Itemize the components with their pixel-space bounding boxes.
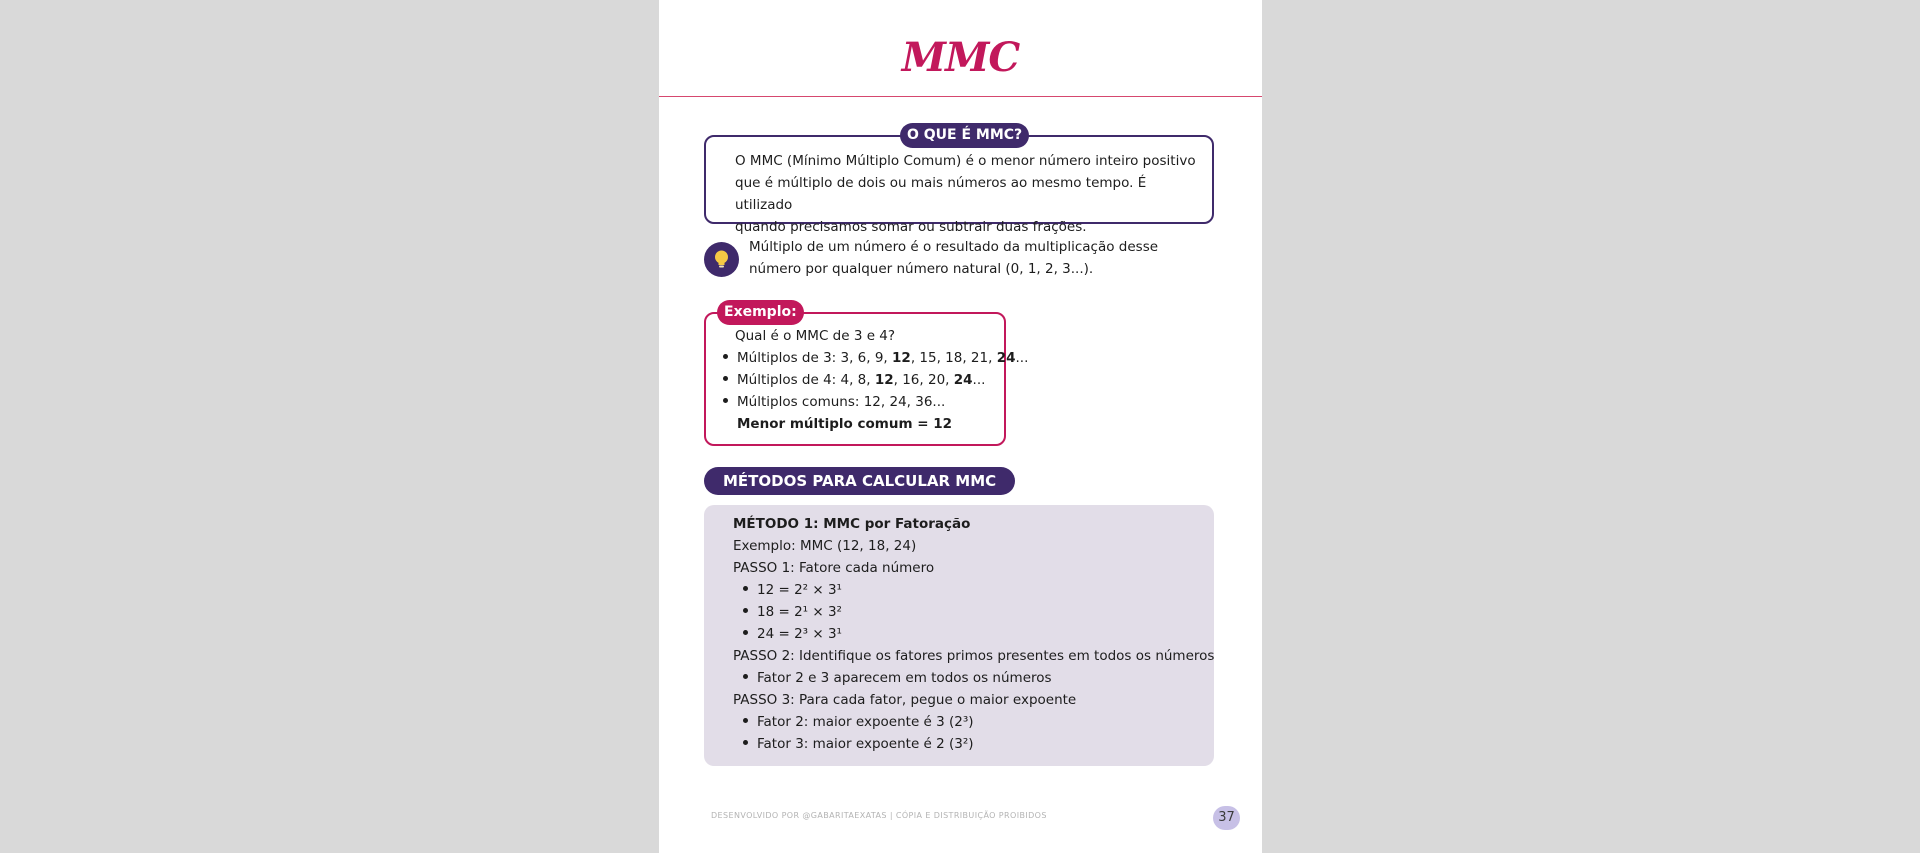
bullet <box>743 586 748 591</box>
definition-line: quando precisamos somar ou subtrair duas frações. <box>735 219 1087 235</box>
definition-line: O MMC (Mínimo Múltiplo Comum) é o menor número inteiro positivo <box>735 153 1196 169</box>
step-2-item: Fator 2 e 3 aparecem em todos os números <box>757 670 1052 686</box>
example-label: Exemplo: <box>717 300 804 325</box>
multiples-of-4: Múltiplos de 4: 4, 8, 12, 16, 20, 24... <box>737 372 986 388</box>
step-3: PASSO 3: Para cada fator, pegue o maior expoente <box>733 692 1077 708</box>
bullet <box>743 740 748 745</box>
factorization-item: 12 = 2² × 3¹ <box>757 582 842 598</box>
multiples-of-3: Múltiplos de 3: 3, 6, 9, 12, 15, 18, 21, 24... <box>737 350 1029 366</box>
bullet <box>723 398 728 403</box>
definition-heading: O QUE É MMC? <box>900 123 1029 148</box>
definition-text <box>735 150 1205 238</box>
step-3-item: Fator 3: maior expoente é 2 (3²) <box>757 736 974 752</box>
definition-box <box>704 127 1214 235</box>
method-title: MÉTODO 1: MMC por Fatoração <box>733 516 971 532</box>
example-result: Menor múltiplo comum = 12 <box>737 416 953 432</box>
bullet <box>743 674 748 679</box>
tip-line: Múltiplo de um número é o resultado da multiplicação desse <box>749 239 1159 255</box>
bullet <box>743 608 748 613</box>
tip-line: número por qualquer número natural (0, 1, 2, 3...). <box>749 261 1094 277</box>
document-page <box>659 0 1262 853</box>
bullet <box>743 630 748 635</box>
methods-heading: MÉTODOS PARA CALCULAR MMC <box>704 467 1015 495</box>
page-number: 37 <box>1213 806 1240 830</box>
lightbulb-icon <box>704 242 739 277</box>
method-panel <box>704 505 1214 766</box>
bullet <box>723 376 728 381</box>
tip-text <box>749 236 1159 280</box>
definition-line: que é múltiplo de dois ou mais números ao mesmo tempo. É utilizado <box>735 175 1147 213</box>
title-divider <box>659 96 1262 97</box>
factorization-item: 24 = 2³ × 3¹ <box>757 626 842 642</box>
bullet <box>723 354 728 359</box>
common-multiples: Múltiplos comuns: 12, 24, 36... <box>737 394 946 410</box>
example-box <box>704 304 1029 446</box>
page-title: MMC <box>901 34 1020 81</box>
step-2: PASSO 2: Identifique os fatores primos presentes em todos os números <box>733 648 1215 664</box>
factorization-item: 18 = 2¹ × 3² <box>757 604 842 620</box>
step-3-item: Fator 2: maior expoente é 3 (2³) <box>757 714 974 730</box>
method-example: Exemplo: MMC (12, 18, 24) <box>733 538 917 554</box>
step-1: PASSO 1: Fatore cada número <box>733 560 935 576</box>
footer-text: DESENVOLVIDO POR @GABARITAEXATAS | CÓPIA E DISTRIBUIÇÃO PROIBIDOS <box>711 811 1047 820</box>
example-question: Qual é o MMC de 3 e 4? <box>735 328 896 344</box>
bullet <box>743 718 748 723</box>
